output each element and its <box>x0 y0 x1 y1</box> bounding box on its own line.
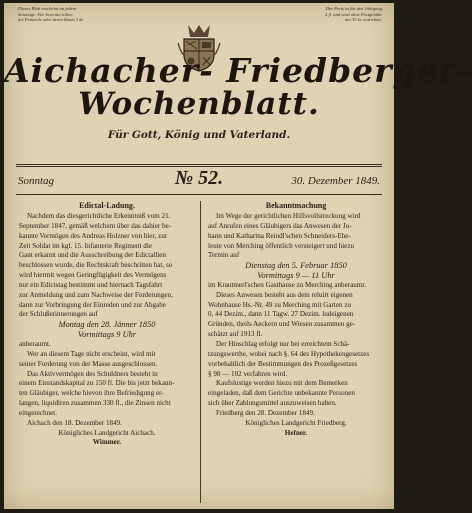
price-note <box>292 6 382 23</box>
note-line: die Petitzeile oder deren Raum 3 kr. <box>18 17 84 23</box>
article-line: Gant erkannt und die Ausschreibung der Edictallien <box>19 251 166 260</box>
article-line: nur ein Edictstag bestimmt und hiernach Tagsfahrt <box>19 280 163 289</box>
article-line: Dieses Anwesen besteht aus dem reluirt eigenen <box>216 290 353 299</box>
article-line: einem Einstandskapital zu 150 fl. Die bis jetzt bekann- <box>19 379 175 388</box>
article-line: § 98 — 102 verfahren wird. <box>208 369 288 378</box>
court-name: Königliches Landgericht Friedberg. <box>245 418 347 427</box>
newspaper-page <box>4 3 472 509</box>
signature: Wimmer. <box>92 438 122 447</box>
article-line: vorbehaltlich der Bestimmungen des Prozeßgesetzes <box>208 359 358 368</box>
note-line: Dieses Blatt erscheint an jedem <box>18 6 77 11</box>
masthead-line-2: Wochenblatt. <box>78 86 320 122</box>
signature: Hefner. <box>284 428 308 437</box>
article-line: eingeladen, daß dem Gerichte unbekannte Personen <box>208 389 355 398</box>
article-line: ten Gläubiger, welche hievon ihre Befriedigung er- <box>19 389 164 398</box>
article-line: 0, 44 Dezim., dann 11 Tagw. 27 Dezim. ludeigenen <box>208 310 354 319</box>
auction-date: Dienstag den 5. Februar 1850 <box>245 261 347 271</box>
article-line: Das Aktivvermögen des Schuldners besteht in <box>27 369 158 378</box>
article-line: Termin auf <box>208 251 240 260</box>
auction-time: Vormittags 9 — 11 Uhr <box>257 271 335 281</box>
article-line: leute von Merching öffentlich versteigert und hiezu <box>208 241 355 250</box>
article-line: dann zur Vorbringung der Einreden und zur Abgabe <box>19 300 166 309</box>
article-line: hann und Katharina Reindl'schen Schneiders-Ehe- <box>208 231 351 240</box>
article-line: wird hiermit wegen Geringfügigkeit des Vermögens <box>19 271 167 280</box>
article-line: Nachdem das diesgerichtliche Erkenntniß vom 21. <box>27 212 171 220</box>
edictal-summons-column <box>19 200 195 448</box>
article-line: Der Hinschlag erfolgt nur bei erreichtem Schä- <box>216 339 350 348</box>
article-line: beschlossen wurde, die Rechtskraft beschritten hat, so <box>19 261 173 270</box>
divider <box>16 164 382 165</box>
issue-date: 30. Dezember 1849. <box>291 175 380 187</box>
article-line: im Krautmerl'schen Gasthause zu Merching anberaumt. <box>208 280 367 289</box>
motto: Für Gott, König und Vaterland. <box>107 129 291 141</box>
article-line: Wer an diesem Tage nicht erscheint, wird mit <box>27 349 156 358</box>
place-date: Friedberg den 28. Dezember 1849. <box>216 408 315 417</box>
article-line: tzungswerthe, wobei nach §. 64 des Hypothekengesetzes <box>208 349 370 358</box>
article-line: zur Anmeldung und zum Nachweise der Forderungen, <box>19 290 173 299</box>
announcement-column <box>208 200 384 438</box>
article-line: auf Anrufen eines Gläubigers das Anwesen der Jo- <box>208 221 352 230</box>
article-line: Im Wege der gerichtlichen Hilfsvollstreckung wird <box>216 212 361 220</box>
article-line: Zeit Soldat im kgl. 15. Infanterie Regiment die <box>19 241 152 250</box>
note-line: Der Preis ist für den Jahrgang <box>325 6 382 11</box>
article-line: Kaufslustige werden hiezu mit dem Bemerken <box>216 379 348 388</box>
article-line: kannte Vermögen des Andreas Holzner von hier, zur <box>19 231 168 240</box>
article-line: September 1847, gemäß welchem über das dahier be- <box>19 221 172 230</box>
column-divider <box>200 201 201 503</box>
article-heading: Edictal-Ladung. <box>79 201 135 210</box>
note-line: 2 fl. und wird ohne Postgebühr <box>325 11 382 17</box>
note-line: mit 30 kr. entrichtet. <box>344 17 382 23</box>
note-line: Sonntage. Für Inserate sollen <box>18 11 73 17</box>
hearing-time: Vormittags 9 Uhr <box>77 330 137 340</box>
hearing-date: Montag den 28. Jänner 1850 <box>58 320 156 330</box>
article-line: der Schlußerinnerungen auf <box>19 310 98 319</box>
article-line: schätzt auf 1913 fl. <box>208 330 263 339</box>
dateline <box>18 167 380 193</box>
article-heading: Bekanntmachung <box>265 201 327 210</box>
subscription-note <box>18 6 108 23</box>
masthead-line-1: Aichacher- Friedberger- <box>4 51 472 90</box>
place-date: Aichach den 18. Dezember 1849. <box>27 418 122 427</box>
article-line: anberaumt. <box>19 339 51 348</box>
issue-weekday: Sonntag <box>18 175 55 187</box>
court-name: Königliches Landgericht Aichach. <box>58 428 156 437</box>
article-line: seiner Forderung von der Masse ausgeschlossen. <box>19 359 158 368</box>
article-line: eingerechnet. <box>19 408 58 417</box>
article-line: Wohnhause Hs.-Nr. 49 zu Merching mit Garten zu <box>208 300 352 309</box>
article-line: sich über Zahlungsmittel auszuweisen haben. <box>208 399 337 408</box>
issue-number: № 52. <box>174 167 224 189</box>
divider <box>16 194 382 195</box>
article-line: Gründen, theils Aeckern und Wiesen zusammen ge- <box>208 320 356 329</box>
article-line: langen, liquidiren zusammen 330 fl., die Zinsen nicht <box>19 399 171 408</box>
